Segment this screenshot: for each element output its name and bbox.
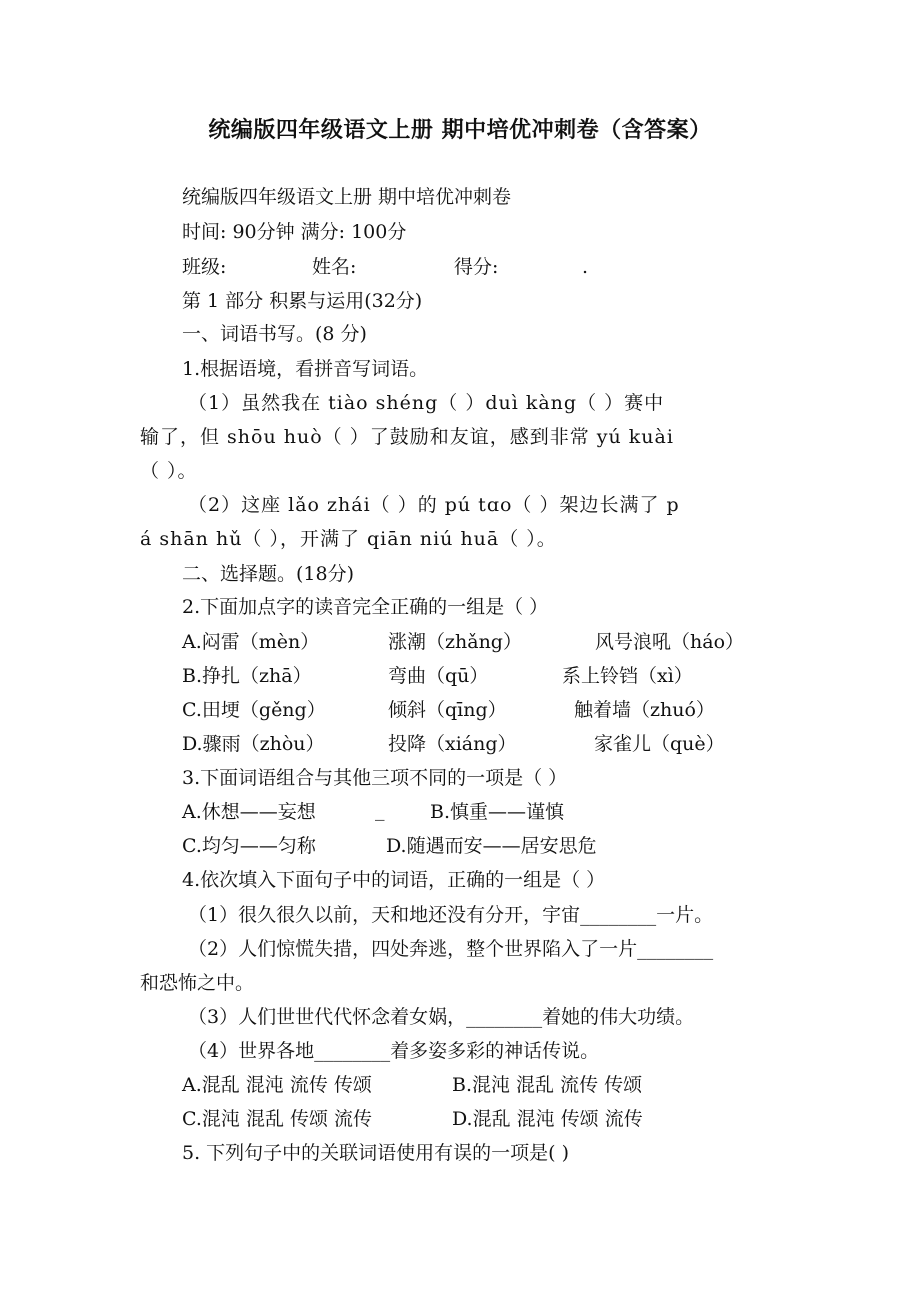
q2-question: 2.下面加点字的读音完全正确的一组是（ ）: [182, 596, 549, 618]
q3-option: D.随遇而安——居安思危: [386, 835, 597, 857]
section2-heading: 二、选择题。(18分): [182, 563, 355, 585]
q3-option: C.均匀——匀称: [182, 835, 316, 857]
q1-2-line1: （2）这座 lǎo zhái（ ）的 pú tɑo（ ）架边长满了 p: [188, 494, 680, 516]
q4-option: B.混沌 混乱 流传 传颂: [452, 1074, 643, 1096]
class-label: 班级:: [182, 256, 227, 278]
q1-heading: 1.根据语境，看拼音写词语。: [182, 358, 429, 380]
q2-option: 系上铃铛（xì）: [562, 665, 693, 687]
q1-1-line1: （1）虽然我在 tiào shéng（ ）duì kàng（ ）赛中: [188, 392, 665, 414]
time-info: 时间: 90分钟 满分: 100分: [182, 221, 407, 243]
exam-subtitle: 统编版四年级语文上册 期中培优冲刺卷: [182, 186, 512, 208]
q4-sentence-2: （2）人们惊慌失措，四处奔逃，整个世界陷入了一片________: [188, 938, 714, 960]
q2-option: C.田埂（gěng）: [182, 699, 326, 721]
q2-option: 家雀儿（què）: [594, 733, 725, 755]
q2-option: A.闷雷（mèn）: [182, 631, 320, 653]
q1-1-line3: （ ）。: [140, 460, 198, 482]
q2-option: 风号浪吼（háo）: [595, 631, 745, 653]
q3-underscore-mark: _: [375, 799, 385, 821]
q1-2-line2: á shān hǔ（ ），开满了 qiān niú huā（ ）。: [140, 528, 557, 550]
q3-option: B.慎重——谨慎: [430, 801, 565, 823]
q5-question: 5. 下列句子中的关联词语使用有误的一项是( ): [182, 1142, 570, 1164]
q3-option: A.休想——妄想: [182, 801, 316, 823]
q4-sentence-1: （1）很久很久以前，天和地还没有分开，宇宙________一片。: [188, 904, 714, 926]
q2-option: 倾斜（qīng）: [388, 699, 507, 721]
score-dot: .: [582, 256, 589, 278]
score-label: 得分:: [454, 256, 499, 278]
q2-option: 弯曲（qū）: [388, 665, 489, 687]
document-title: 统编版四年级语文上册 期中培优冲刺卷（含答案）: [208, 118, 712, 143]
q4-sentence-3: （3）人们世世代代怀念着女娲，________着她的伟大功绩。: [188, 1006, 695, 1028]
q2-option: B.挣扎（zhā）: [182, 665, 312, 687]
q2-option: 投降（xiáng）: [388, 733, 517, 755]
q4-option: A.混乱 混沌 流传 传颂: [182, 1074, 372, 1096]
name-label: 姓名:: [312, 256, 357, 278]
q4-question: 4.依次填入下面句子中的词语，正确的一组是（ ）: [182, 869, 606, 891]
q4-sentence-4: （4）世界各地________着多姿多彩的神话传说。: [188, 1040, 600, 1062]
q2-option: D.骤雨（zhòu）: [182, 733, 325, 755]
section1-heading: 一、词语书写。(8 分): [182, 323, 367, 345]
part1-heading: 第 1 部分 积累与运用(32分): [182, 290, 423, 312]
q4-option: D.混乱 混沌 传颂 流传: [452, 1108, 643, 1130]
q2-option: 触着墙（zhuó）: [574, 699, 715, 721]
q3-question: 3.下面词语组合与其他三项不同的一项是（ ）: [182, 767, 568, 789]
q4-option: C.混沌 混乱 传颂 流传: [182, 1108, 373, 1130]
q4-sentence-2-cont: 和恐怖之中。: [140, 972, 255, 994]
q1-1-line2: 输了，但 shōu huò（ ）了鼓励和友谊，感到非常 yú kuài: [140, 426, 674, 448]
q2-option: 涨潮（zhǎng）: [388, 631, 522, 653]
